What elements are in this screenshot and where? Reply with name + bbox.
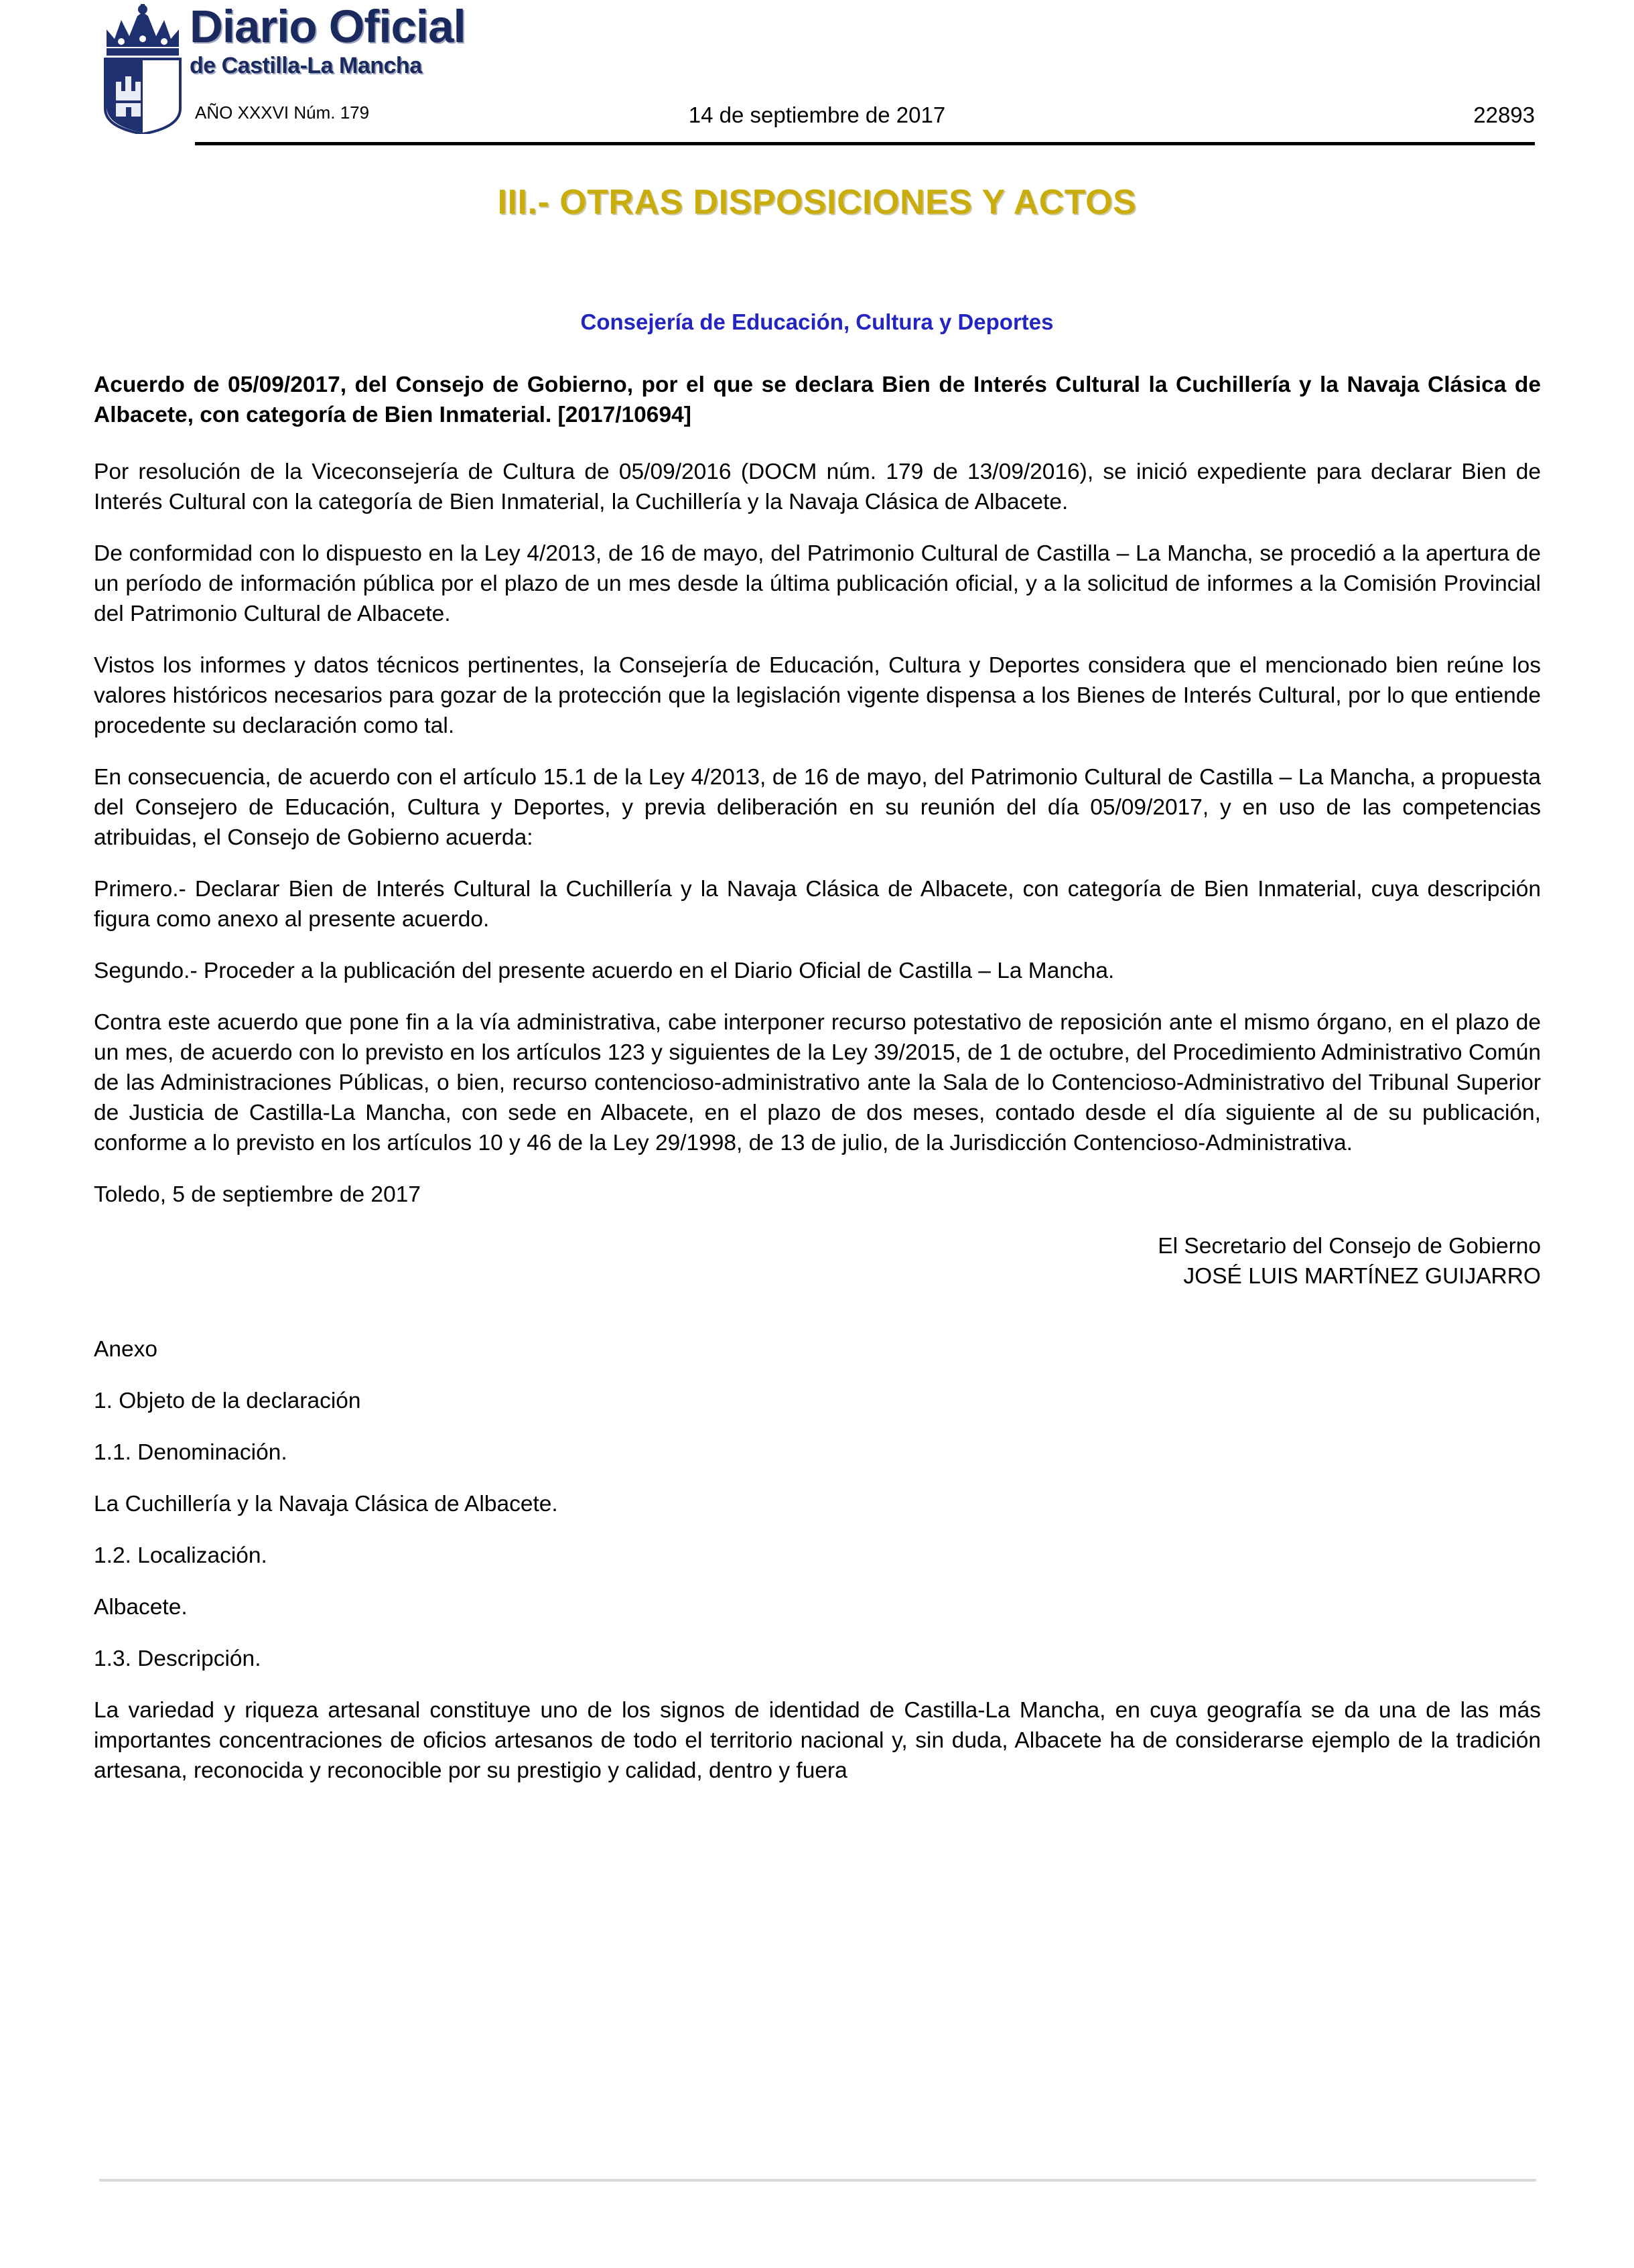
publication-date: 14 de septiembre de 2017 [688, 102, 946, 127]
act-heading: Acuerdo de 05/09/2017, del Consejo de Gobierno, por el que se declara Bien de Interés Cultural la Cuchillería y la Navaja Clásica de Albacete, con categoría de Bien Inmaterial. [2017/10694] [94, 372, 1541, 427]
annex-label: Anexo [94, 1337, 157, 1362]
masthead [0, 0, 1634, 155]
signature-block [94, 1231, 1541, 1291]
resolution-primero: Primero.- Declarar Bien de Interés Cultural la Cuchillería y la Navaja Clásica de Albacete, con categoría de Bien Inmaterial, cuya descripción figura como anexo al presente acuerdo. [94, 877, 1541, 932]
paragraph-1: Por resolución de la Viceconsejería de Cultura de 05/09/2016 (DOCM núm. 179 de 13/09/2016), se inició expediente para declarar Bien de Interés Cultural con la categoría de Bien Inmaterial, la Cuchillería y la Navaja Clásica de Albacete. [94, 459, 1541, 514]
annex-item-1-1: 1.1. Denominación. [94, 1440, 287, 1465]
appeal-notice: Contra este acuerdo que pone fin a la vía administrativa, cabe interponer recurso potestativo de reposición ante el mismo órgano, en el plazo de un mes, de acuerdo con lo previsto en los artículos 123 y siguientes de la Ley 39/2015, de 1 de octubre, del Procedimiento Administrativo Común de las Administraciones Públicas, o bien, recurso contencioso-administrativo ante la Sala de lo Contencioso-Administrativo del Tribunal Superior de Justicia de Castilla-La Mancha, con sede en Albacete, en el plazo de dos meses, contado desde el día siguiente al de su publicación, conforme a lo previsto en los artículos 10 y 46 de la Ley 29/1998, de 13 de julio, de la Jurisdicción Contencioso-Administrativa. [94, 1010, 1541, 1155]
wordmark-secondary: de Castilla-La Mancha [190, 53, 422, 78]
department-title: Consejería de Educación, Cultura y Deportes [580, 309, 1054, 334]
paragraph-4: En consecuencia, de acuerdo con el artículo 15.1 de la Ley 4/2013, de 16 de mayo, del Patrimonio Cultural de Castilla – La Mancha, a propuesta del Consejero de Educación, Cultura y Deportes, y previa deliberación en su reunión del día 05/09/2017, y en uso de las competencias atribuidas, el Consejo de Gobierno acuerda: [94, 765, 1541, 850]
footer-divider [99, 2179, 1536, 2182]
annex-description-text: La variedad y riqueza artesanal constituye uno de los signos de identidad de Castilla-La Mancha, en cuya geografía se da una de las más importantes concentraciones de oficios artesanos de todo el territorio nacional y, sin duda, Albacete ha de considerarse ejemplo de la tradición artesana, reconocida y reconocible por su prestigio y calidad, dentro y fuera [94, 1698, 1541, 1783]
signatory-name: JOSÉ LUIS MARTÍNEZ GUIJARRO [1183, 1264, 1541, 1289]
place-and-date: Toledo, 5 de septiembre de 2017 [94, 1182, 421, 1207]
header-divider [195, 142, 1535, 145]
paragraph-3: Vistos los informes y datos técnicos pertinentes, la Consejería de Educación, Cultura y Deportes considera que el mencionado bien reúne los valores históricos necesarios para gozar de la protección que la legislación vigente dispensa a los Bienes de Interés Cultural, por lo que entiende procedente su declaración como tal. [94, 653, 1541, 738]
wordmark-primary: Diario Oficial [190, 1, 466, 52]
page-number: 22893 [1473, 102, 1535, 127]
publication-wordmark [190, 1, 466, 90]
annex-denomination-text: La Cuchillería y la Navaja Clásica de Albacete. [94, 1492, 558, 1516]
signatory-role: El Secretario del Consejo de Gobierno [1158, 1234, 1541, 1259]
annex-item-1: 1. Objeto de la declaración [94, 1389, 361, 1413]
section-title: III.- OTRAS DISPOSICIONES Y ACTOS [497, 183, 1137, 222]
annex-location-text: Albacete. [94, 1595, 188, 1620]
annex-item-1-3: 1.3. Descripción. [94, 1646, 261, 1671]
document-body [94, 370, 1541, 1807]
issue-number: AÑO XXXVI Núm. 179 [195, 102, 370, 123]
resolution-segundo: Segundo.- Proceder a la publicación del presente acuerdo en el Diario Oficial de Castilla – La Mancha. [94, 959, 1115, 983]
paragraph-2: De conformidad con lo dispuesto en la Ley 4/2013, de 16 de mayo, del Patrimonio Cultural de Castilla – La Mancha, se procedió a la apertura de un período de información pública por el plazo de un mes desde la última publicación oficial, y a la solicitud de informes a la Comisión Provincial del Patrimonio Cultural de Albacete. [94, 541, 1541, 626]
annex-item-1-2: 1.2. Localización. [94, 1543, 267, 1568]
